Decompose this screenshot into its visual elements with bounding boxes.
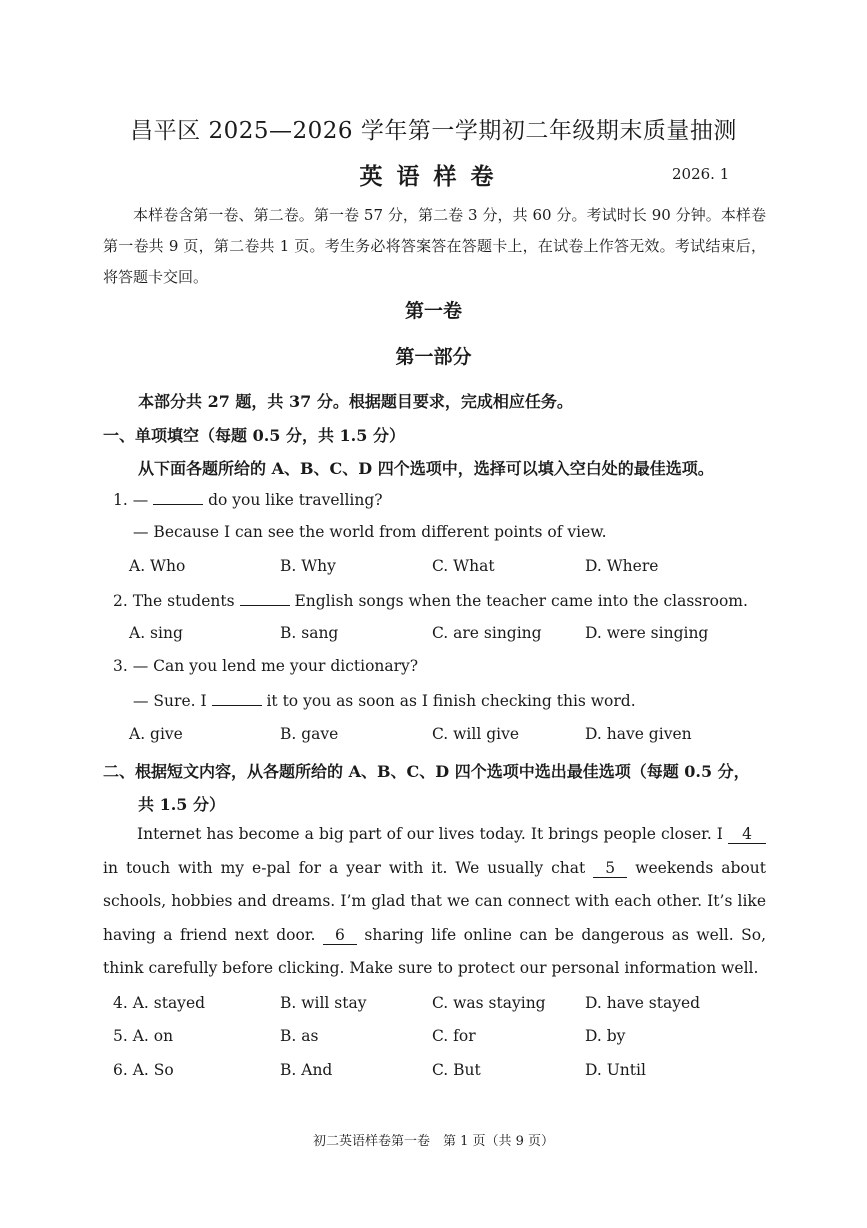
exam-intro: 本样卷含第一卷、第二卷。第一卷 57 分，第二卷 3 分，共 60 分。考试时长 90 分钟。本样卷第一卷共 9 页，第二卷共 1 页。考生务必将答案答在答题卡上，在试卷上作答无效。考试结束后，将答题卡交回。 <box>103 206 766 286</box>
section1-heading: 一、单项填空（每题 0.5 分，共 1.5 分） <box>103 426 405 445</box>
question-2-option: B. sang <box>280 624 339 642</box>
section1-instruction: 从下面各题所给的 A、B、C、D 四个选项中，选择可以填入空白处的最佳选项。 <box>138 459 714 478</box>
question-5-option: D. by <box>585 1027 626 1045</box>
question-4-option: D. have stayed <box>585 994 701 1012</box>
question-3-option: D. have given <box>585 725 692 743</box>
passage-text: weekends about schools, hobbies and dreams. I’m glad that we can connect with each other. It’s like having a friend next door. <box>103 858 766 944</box>
passage-blank-4: 4 <box>728 825 766 844</box>
question-1-blank <box>153 490 203 505</box>
question-3-option: B. gave <box>280 725 339 743</box>
question-3-option: C. will give <box>432 725 520 743</box>
passage-blank-5: 5 <box>593 859 627 878</box>
question-2-stem <box>113 591 748 610</box>
passage-blank-6: 6 <box>323 926 357 945</box>
cloze-passage <box>103 818 766 986</box>
question-4-option: 4. A. stayed <box>113 994 206 1012</box>
question-2-text-post: English songs when the teacher came into the classroom. <box>294 592 748 610</box>
exam-title: 昌平区 2025—2026 学年第一学期初二年级期末质量抽测 <box>130 118 737 144</box>
question-1-option: A. Who <box>129 557 186 575</box>
question-1-number: 1. <box>113 491 128 509</box>
page-footer: 初二英语样卷第一卷 第 1 页（共 9 页） <box>312 1134 555 1149</box>
question-1-option: D. Where <box>585 557 659 575</box>
part-description: 本部分共 27 题，共 37 分。根据题目要求，完成相应任务。 <box>138 392 573 411</box>
question-3-blank <box>212 691 262 706</box>
section2-heading: 二、根据短文内容，从各题所给的 A、B、C、D 四个选项中选出最佳选项（每题 0.5 分， <box>103 762 750 781</box>
passage-text: sharing life online can be dangerous as well. So, think carefully before clicking. Make sure to protect our personal information well. <box>103 925 766 977</box>
question-1-option: B. Why <box>280 557 336 575</box>
volume-heading: 第一卷 <box>404 300 462 322</box>
question-4-option: C. was staying <box>432 994 546 1012</box>
question-1-option: C. What <box>432 557 495 575</box>
question-2-option: A. sing <box>129 624 183 642</box>
question-4-option: B. will stay <box>280 994 367 1012</box>
question-5-option: 5. A. on <box>113 1027 174 1045</box>
question-2-blank <box>240 591 290 606</box>
question-2-option: C. are singing <box>432 624 542 642</box>
part-heading: 第一部分 <box>395 346 472 368</box>
question-1-stem <box>113 490 383 509</box>
question-1-dash: — <box>132 491 149 509</box>
question-6-option: 6. A. So <box>113 1061 174 1079</box>
passage-text: Internet has become a big part of our lives today. It brings people closer. I <box>137 825 728 843</box>
question-3-option: A. give <box>129 725 183 743</box>
section2-heading-cont: 共 1.5 分） <box>138 795 225 814</box>
question-2-option: D. were singing <box>585 624 709 642</box>
question-3-text-post: it to you as soon as I finish checking this word. <box>266 692 636 710</box>
question-6-option: C. But <box>432 1061 481 1079</box>
question-3-text-pre: — Sure. I <box>133 692 207 710</box>
question-1-text: do you like travelling? <box>208 491 383 509</box>
question-6-option: D. Until <box>585 1061 646 1079</box>
question-5-option: B. as <box>280 1027 319 1045</box>
question-5-option: C. for <box>432 1027 476 1045</box>
exam-date: 2026. 1 <box>672 165 730 183</box>
question-6-option: B. And <box>280 1061 333 1079</box>
exam-subtitle: 英语样卷 <box>359 163 508 190</box>
question-3-stem: 3. — Can you lend me your dictionary? <box>113 657 419 675</box>
question-2-text-pre: 2. The students <box>113 592 235 610</box>
question-1-reply: — Because I can see the world from different points of view. <box>133 523 607 541</box>
question-3-reply <box>133 691 636 710</box>
passage-text: in touch with my e-pal for a year with it. We usually chat <box>103 858 594 877</box>
